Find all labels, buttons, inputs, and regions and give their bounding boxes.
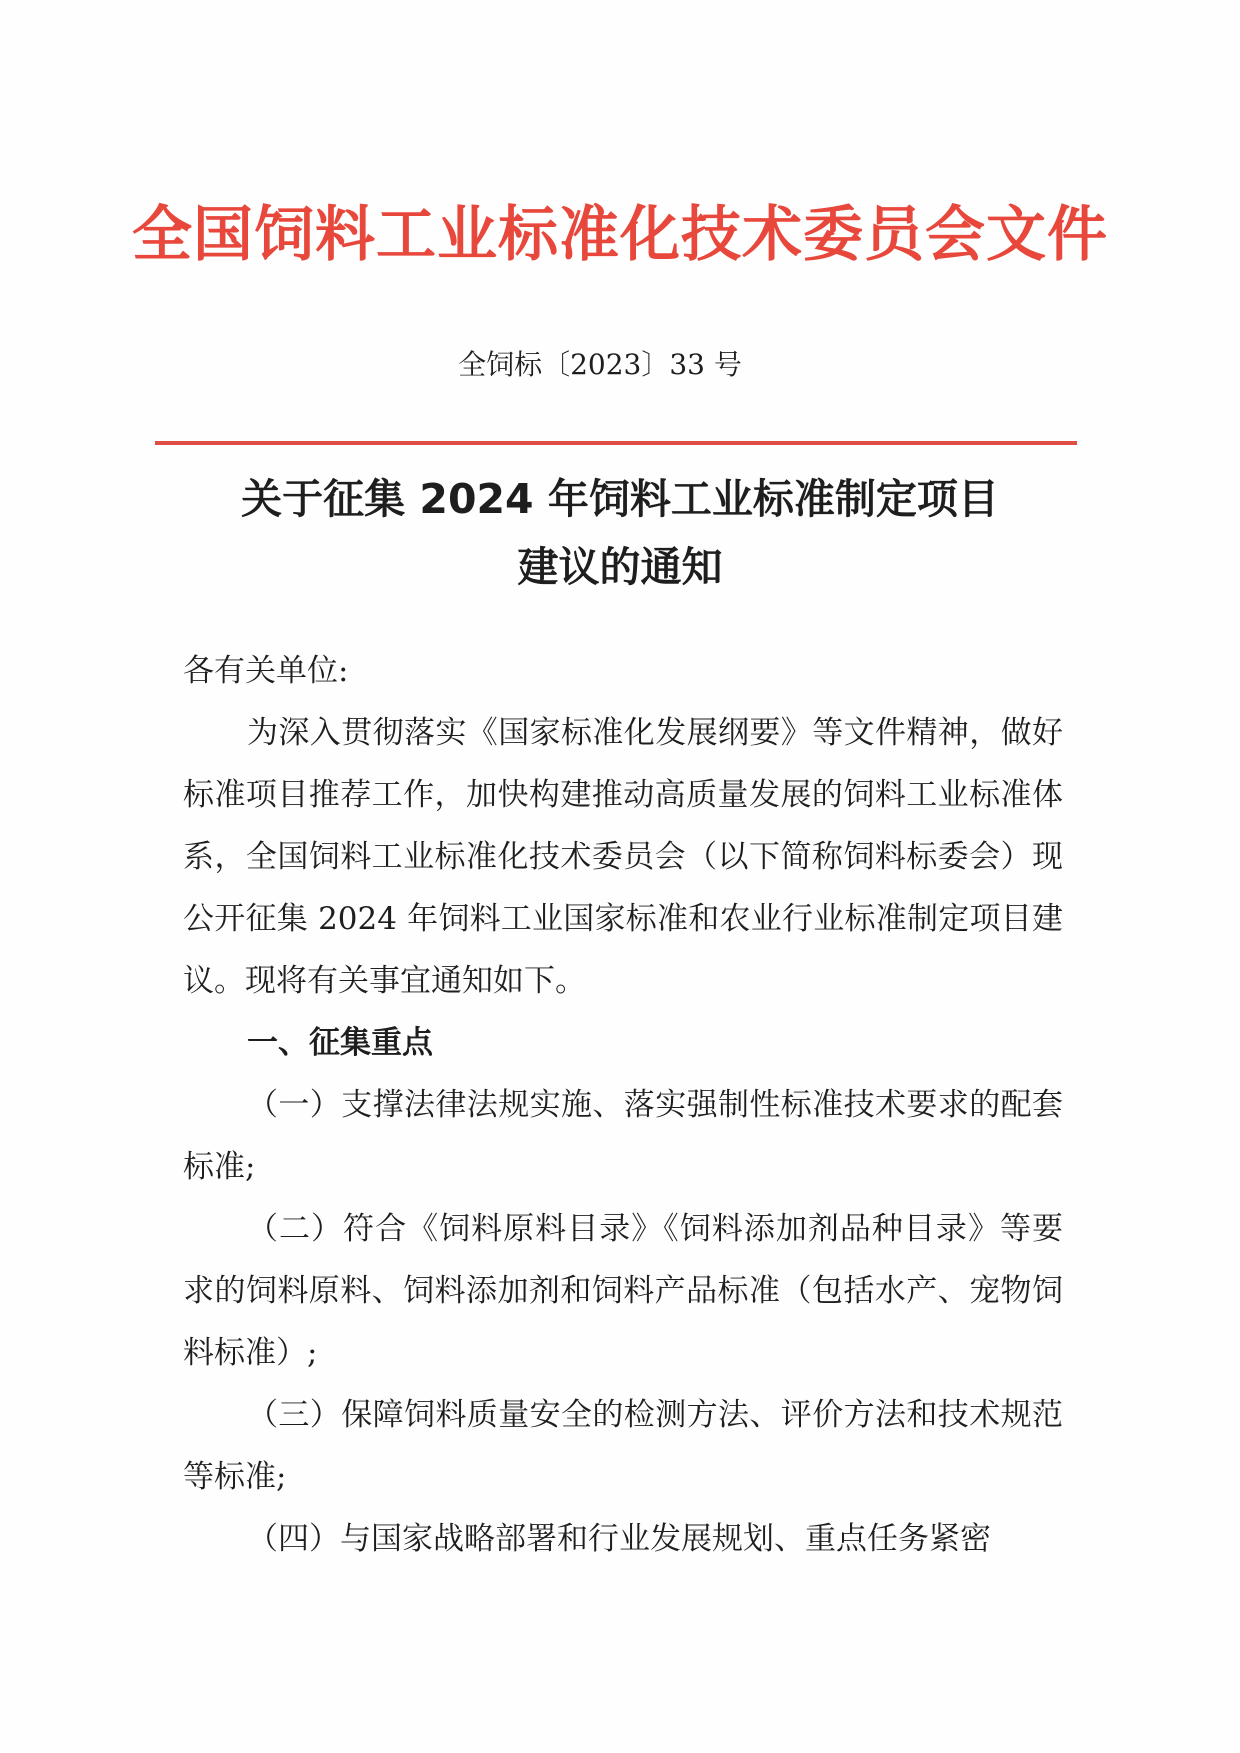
issuing-organization-header: 全国饲料工业标准化技术委员会文件	[132, 200, 1108, 270]
section-heading: 一、征集重点	[247, 1025, 433, 1061]
salutation: 各有关单位:	[183, 653, 349, 689]
title-line-1: 关于征集 2024 年饲料工业标准制定项目	[241, 475, 999, 523]
document-number: 全饲标〔2023〕33 号	[458, 348, 742, 381]
title-line-2: 建议的通知	[517, 543, 723, 591]
list-item: （二）符合《饲料原料目录》《饲料添加剂品种目录》等要求的饲料原料、饲料添加剂和饲料产品标准（包括水产、宠物饲料标准）;	[183, 1211, 1063, 1371]
document-title	[0, 465, 1240, 601]
document-body	[183, 640, 1063, 1570]
list-item: （三）保障饲料质量安全的检测方法、评价方法和技术规范等标准;	[183, 1397, 1063, 1495]
list-item: （四）与国家战略部署和行业发展规划、重点任务紧密	[247, 1521, 991, 1557]
list-item: （一）支撑法律法规实施、落实强制性标准技术要求的配套标准;	[183, 1087, 1063, 1185]
intro-paragraph: 为深入贯彻落实《国家标准化发展纲要》等文件精神，做好标准项目推荐工作，加快构建推动高质量发展的饲料工业标准体系，全国饲料工业标准化技术委员会（以下简称饲料标委会）现公开征集 2024 年饲料工业国家标准和农业行业标准制定项目建议。现将有关事宜通知如下。	[183, 715, 1063, 999]
red-separator-line	[155, 441, 1077, 445]
